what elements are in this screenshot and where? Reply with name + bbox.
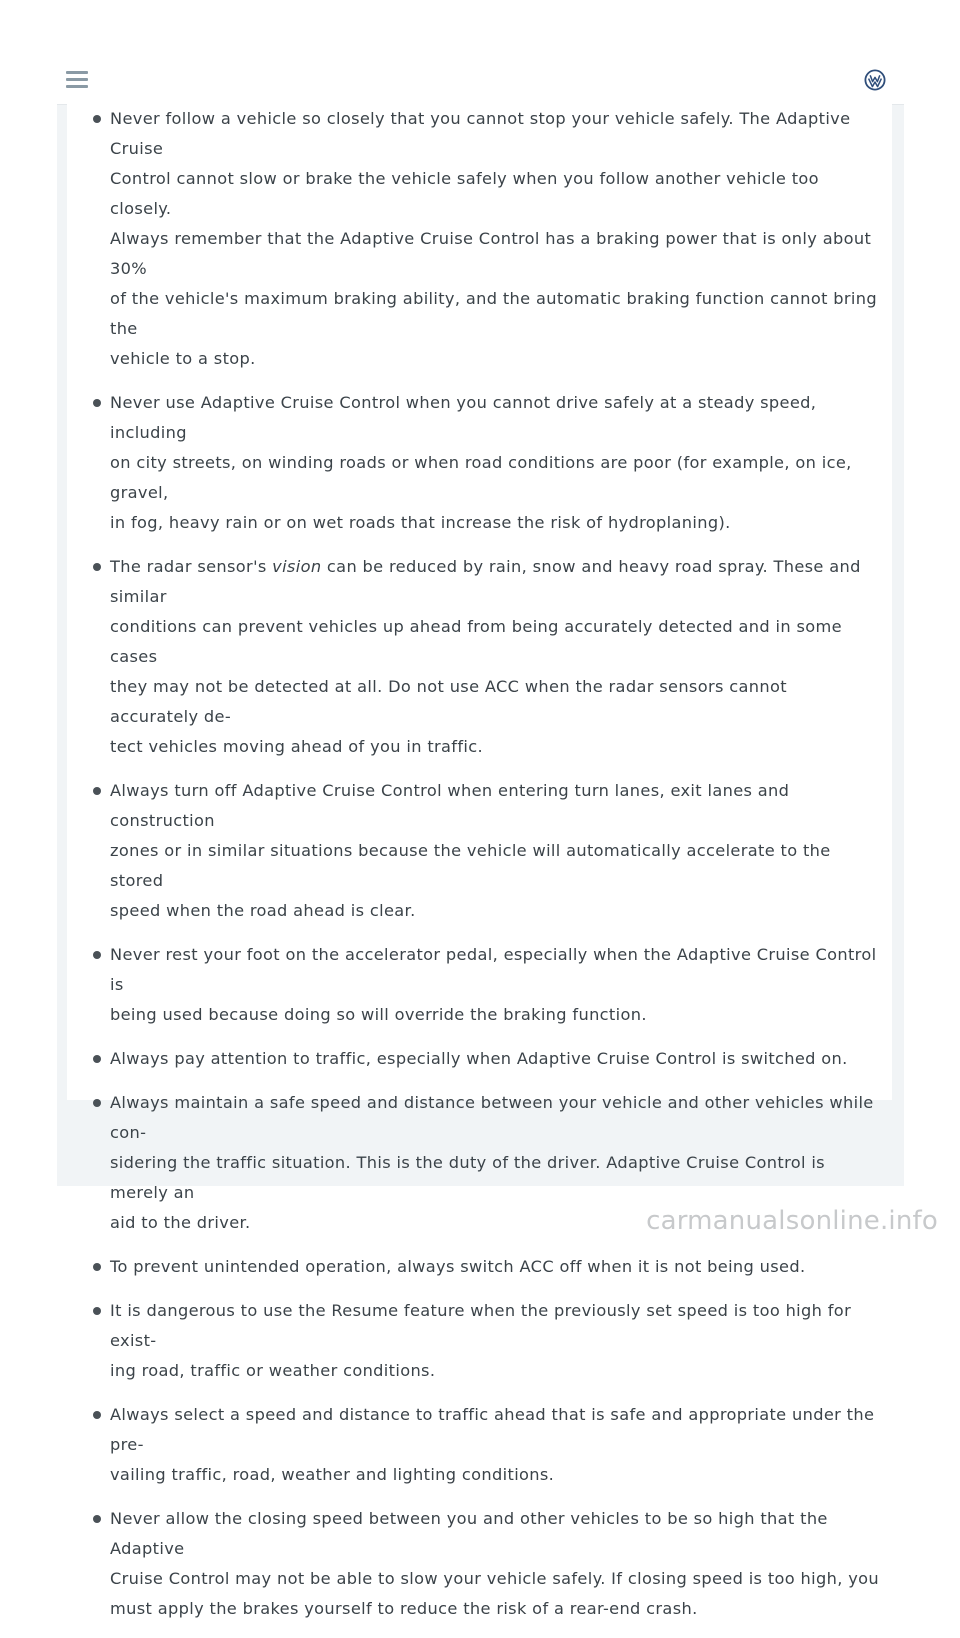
warning-item [110,388,880,538]
bullet-dot [93,1307,101,1315]
warning-line: ing road, traffic or weather conditions. [110,1361,436,1380]
warning-line: To prevent unintended operation, always switch ACC off when it is not being used. [110,1257,806,1276]
bullet-dot [93,1099,101,1107]
warning-line: on city streets, on winding roads or when road conditions are poor (for example, on ice, gravel, [110,453,852,502]
warning-line: Always maintain a safe speed and distance between your vehicle and other vehicles while con- [110,1093,874,1142]
hamburger-menu-icon[interactable] [66,71,88,89]
bullet-dot [93,563,101,571]
warning-line: Cruise Control may not be able to slow your vehicle safely. If closing speed is too high, you [110,1569,880,1588]
bullet-dot [93,115,101,123]
bullet-dot [93,1263,101,1271]
bullet-dot [93,1055,101,1063]
warning-line: zones or in similar situations because the vehicle will automatically accelerate to the stored [110,841,831,890]
warning-item [110,1400,880,1490]
warning-line: they may not be detected at all. Do not use ACC when the radar sensors cannot accurately de- [110,677,787,726]
warning-item [110,1296,880,1386]
warning-line: Always select a speed and distance to traffic ahead that is safe and appropriate under the pre- [110,1405,875,1454]
warning-line: aid to the driver. [110,1213,251,1232]
warning-line: Never follow a vehicle so closely that you cannot stop your vehicle safely. The Adaptive Cruise [110,109,851,158]
warning-item [110,1252,880,1282]
warning-line: speed when the road ahead is clear. [110,901,416,920]
warning-line: Never rest your foot on the accelerator pedal, especially when the Adaptive Cruise Control is [110,945,877,994]
bullet-dot [93,1515,101,1523]
warning-line: It is dangerous to use the Resume feature when the previously set speed is too high for exist- [110,1301,852,1350]
vw-logo-icon[interactable] [864,69,886,91]
warning-line: conditions can prevent vehicles up ahead from being accurately detected and in some cases [110,617,842,666]
warning-line: Always turn off Adaptive Cruise Control when entering turn lanes, exit lanes and construction [110,781,790,830]
watermark: carmanualsonline.info [646,1206,938,1236]
warning-line: must apply the brakes yourself to reduce the risk of a rear-end crash. [110,1599,698,1618]
warning-line: tect vehicles moving ahead of you in traffic. [110,737,483,756]
warning-line: being used because doing so will override the braking function. [110,1005,647,1024]
warning-item [110,104,880,374]
top-bar [57,46,904,105]
warning-text: The radar sensor's [110,557,273,576]
warning-list [110,104,880,1638]
warning-line: Always pay attention to traffic, especially when Adaptive Cruise Control is switched on. [110,1049,848,1068]
warning-line: vehicle to a stop. [110,349,256,368]
warning-line: Control cannot slow or brake the vehicle safely when you follow another vehicle too closely. [110,169,819,218]
bullet-dot [93,951,101,959]
warning-item [110,1044,880,1074]
warning-line: vailing traffic, road, weather and lighting conditions. [110,1465,555,1484]
warning-line: Always remember that the Adaptive Cruise Control has a braking power that is only about 30% [110,229,872,278]
warning-item [110,552,880,762]
warning-line: Never use Adaptive Cruise Control when you cannot drive safely at a steady speed, including [110,393,817,442]
warning-item [110,1504,880,1624]
warning-line: of the vehicle's maximum braking ability, and the automatic braking function cannot bring the [110,289,877,338]
bullet-dot [93,787,101,795]
warning-item [110,940,880,1030]
bullet-dot [93,399,101,407]
warning-line: in fog, heavy rain or on wet roads that increase the risk of hydroplaning). [110,513,731,532]
warning-text: can be reduced by rain, snow and heavy road spray. These and similar [110,557,861,606]
warning-italic-term: vision [272,557,322,576]
warning-line: sidering the traffic situation. This is the duty of the driver. Adaptive Cruise Control is merely an [110,1153,825,1202]
bullet-dot [93,1411,101,1419]
warning-line: Never allow the closing speed between you and other vehicles to be so high that the Adaptive [110,1509,828,1558]
warning-item [110,776,880,926]
